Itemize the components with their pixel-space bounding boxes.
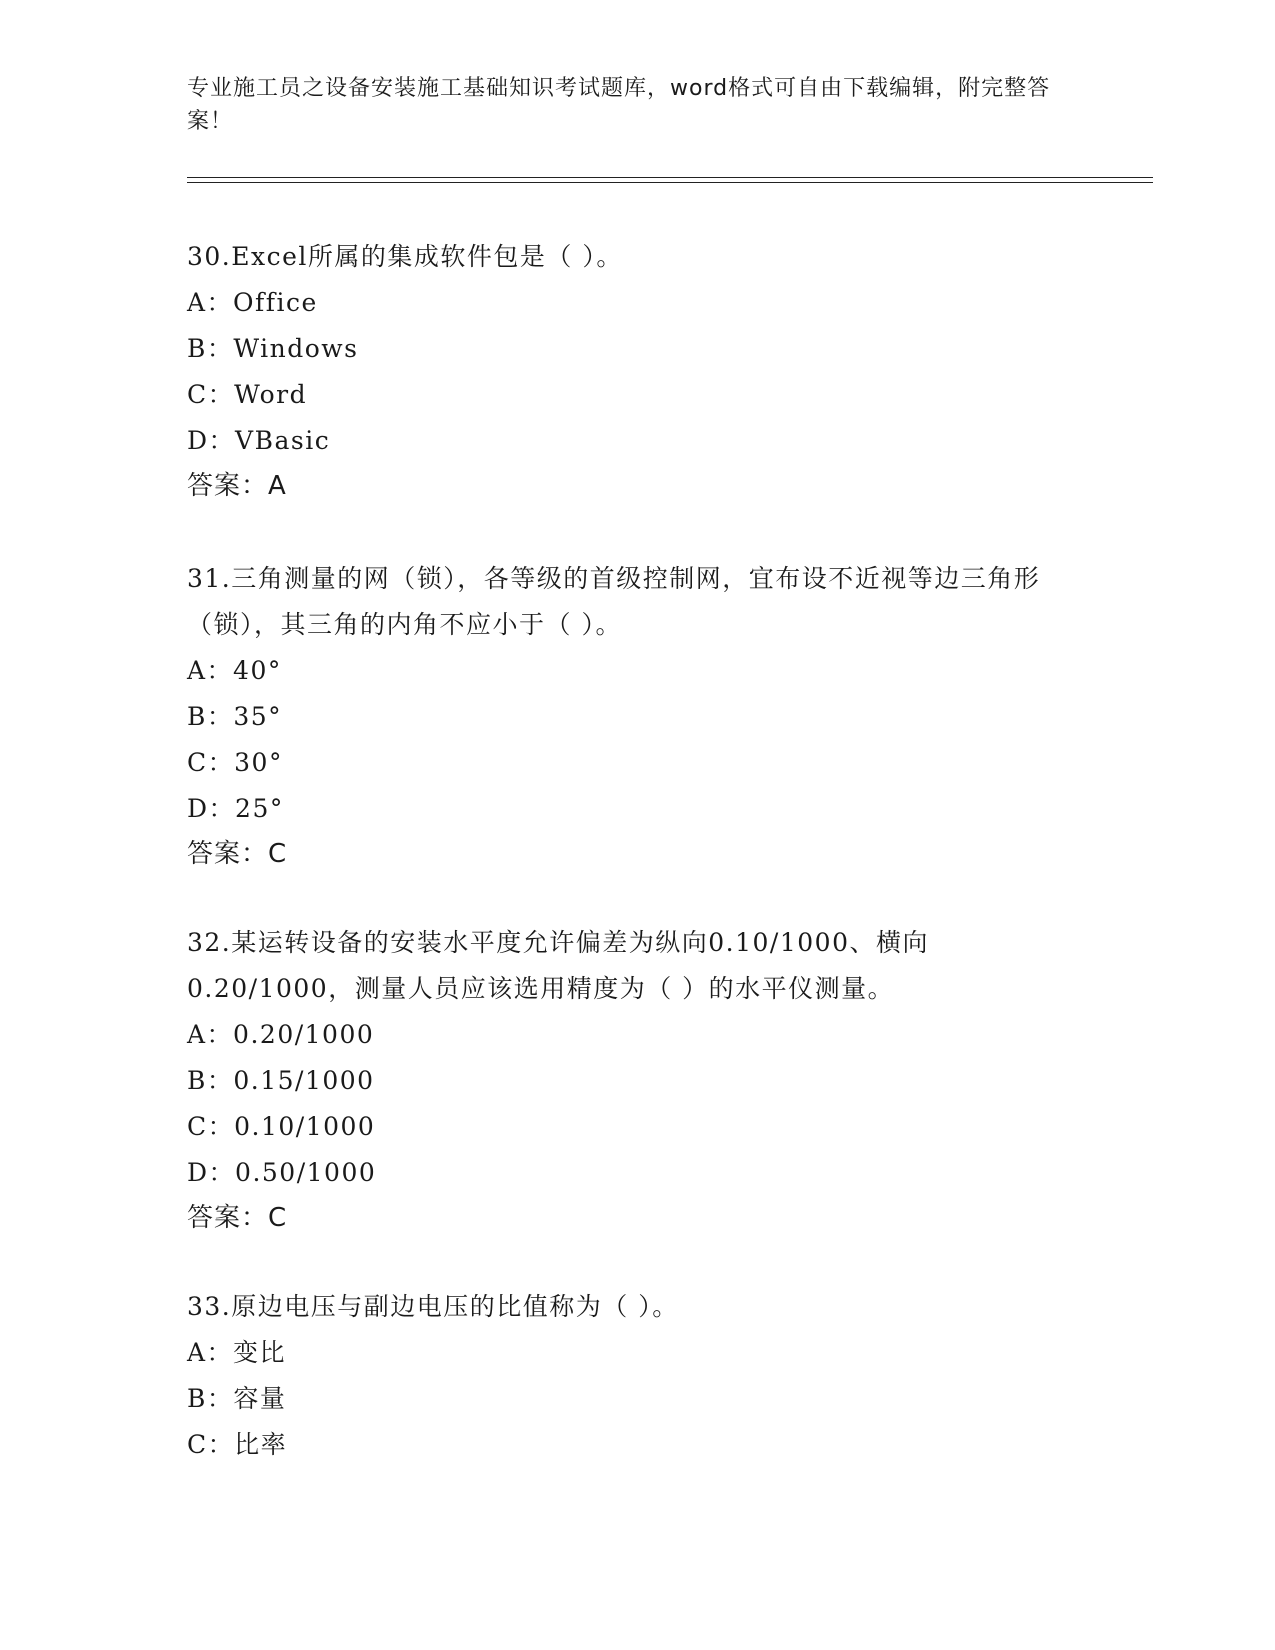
question-32 bbox=[187, 920, 1087, 1240]
answer: 答案：A bbox=[187, 471, 287, 501]
question-stem: 33.原边电压与副边电压的比值称为（ ）。 bbox=[187, 1292, 679, 1321]
option-d: D：VBasic bbox=[187, 426, 331, 455]
option-b: B：Windows bbox=[187, 334, 359, 363]
option-a: A：40° bbox=[187, 656, 282, 685]
option-a: A：0.20/1000 bbox=[187, 1020, 375, 1049]
option-b: B：容量 bbox=[187, 1384, 287, 1413]
option-b: B：0.15/1000 bbox=[187, 1066, 375, 1095]
option-b: B：35° bbox=[187, 702, 283, 731]
option-a: A：Office bbox=[187, 288, 318, 317]
answer: 答案：C bbox=[187, 1203, 288, 1233]
option-c: C：Word bbox=[187, 380, 308, 409]
option-a: A：变比 bbox=[187, 1338, 287, 1367]
header-divider-top bbox=[187, 177, 1153, 178]
option-c: C：比率 bbox=[187, 1430, 288, 1459]
header-divider-bottom bbox=[187, 182, 1153, 183]
question-stem: 31.三角测量的网（锁），各等级的首级控制网，宜布设不近视等边三角形（锁），其三角的内角不应小于（ ）。 bbox=[187, 564, 1041, 639]
answer: 答案：C bbox=[187, 839, 288, 869]
question-33 bbox=[187, 1284, 1087, 1468]
document-header: 专业施工员之设备安装施工基础知识考试题库，word格式可自由下载编辑，附完整答案！ bbox=[187, 76, 1051, 134]
question-stem: 32.某运转设备的安装水平度允许偏差为纵向0.10/1000、横向0.20/1000，测量人员应该选用精度为（ ）的水平仪测量。 bbox=[187, 928, 929, 1003]
question-stem: 30.Excel所属的集成软件包是（ ）。 bbox=[187, 242, 623, 271]
option-d: D：25° bbox=[187, 794, 284, 823]
option-d: D：0.50/1000 bbox=[187, 1158, 377, 1187]
question-30 bbox=[187, 234, 1087, 508]
question-31 bbox=[187, 556, 1087, 876]
option-c: C：0.10/1000 bbox=[187, 1112, 376, 1141]
option-c: C：30° bbox=[187, 748, 283, 777]
